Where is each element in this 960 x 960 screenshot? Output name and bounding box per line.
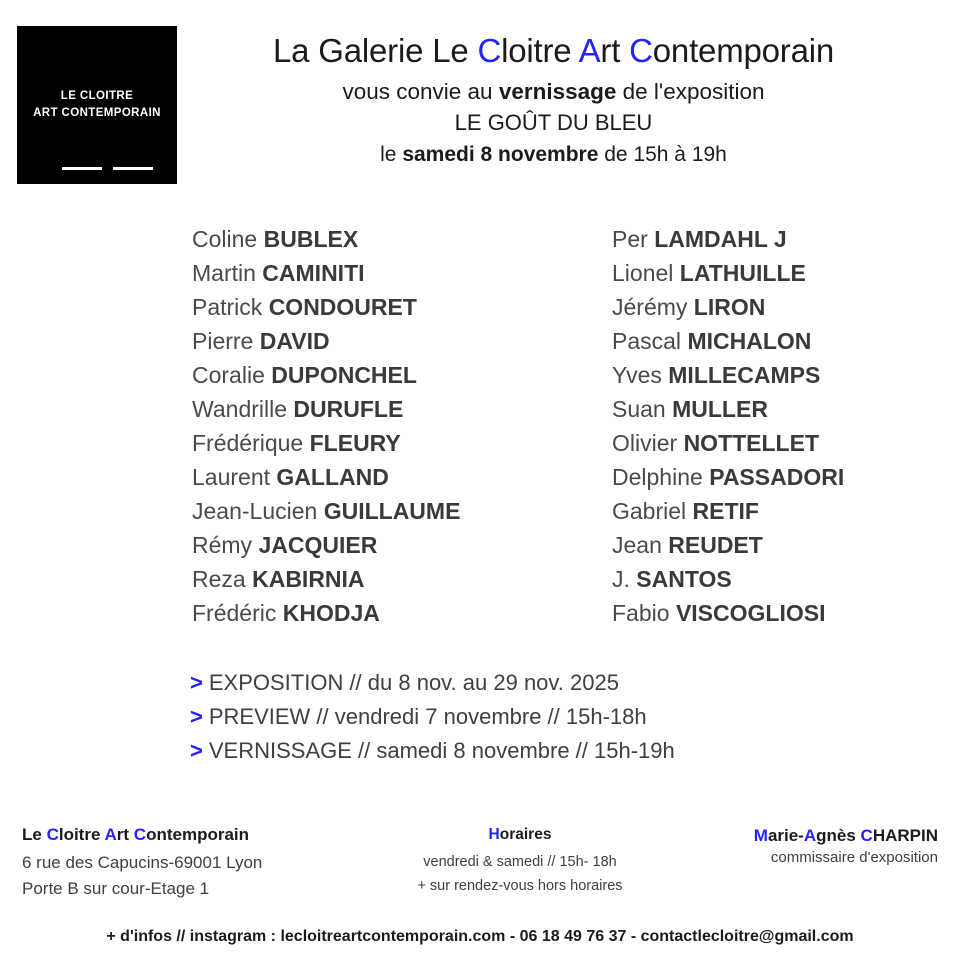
artist-last-name: DAVID — [259, 328, 330, 354]
artist-last-name: KHODJA — [282, 600, 380, 626]
artist-entry — [192, 324, 612, 358]
artist-last-name: VISCOGLIOSI — [675, 600, 826, 626]
program-row-text: VERNISSAGE // samedi 8 novembre // 15h-19h — [208, 738, 675, 763]
footer-gallery-name-mid1: loitre — [58, 825, 105, 844]
artist-first-name: Pascal — [612, 328, 688, 354]
footer-gallery-cap-a: A — [104, 825, 117, 844]
footer-curator-cap-c: C — [860, 826, 873, 845]
title-part-pre: La Galerie Le — [272, 32, 478, 69]
artist-last-name: NOTTELLET — [683, 430, 819, 456]
artist-last-name: LAMDAHL J — [654, 226, 787, 252]
artist-first-name: Patrick — [192, 294, 269, 320]
artist-entry — [612, 460, 952, 494]
artist-first-name: Frédéric — [192, 600, 283, 626]
footer-gallery-name-end: ontemporain — [146, 825, 250, 844]
program-row-exposition — [190, 666, 960, 700]
header-text — [177, 26, 960, 167]
footer-hours-line-1: vendredi & samedi // 15h- 18h — [423, 854, 617, 870]
artist-last-name: RETIF — [692, 498, 759, 524]
bullet-arrow-icon: > — [190, 704, 203, 729]
artist-entry — [192, 290, 612, 324]
artist-first-name: Olivier — [612, 430, 684, 456]
artist-entry — [612, 494, 952, 528]
artist-last-name: PASSADORI — [709, 464, 845, 490]
artist-last-name: KABIRNIA — [252, 566, 365, 592]
artist-last-name: BUBLEX — [263, 226, 359, 252]
artist-last-name: DURUFLE — [293, 396, 404, 422]
header — [0, 0, 960, 184]
artist-last-name: MICHALON — [687, 328, 812, 354]
title-part-mid1: loitre — [501, 32, 579, 69]
artist-entry — [192, 528, 612, 562]
artist-column-right — [612, 222, 952, 630]
event-date-post: de 15h à 19h — [598, 143, 727, 166]
artist-entry — [192, 392, 612, 426]
title-part-mid2: rt — [600, 32, 630, 69]
artist-first-name: Jérémy — [612, 294, 694, 320]
footer-gallery-name-pre: Le — [22, 825, 47, 844]
footer-curator-name — [638, 826, 938, 846]
invitation-pre: vous convie au — [342, 79, 499, 104]
exhibition-title: LE GOÛT DU BLEU — [454, 110, 653, 135]
artist-last-name: GALLAND — [276, 464, 389, 490]
artist-first-name: Coralie — [192, 362, 272, 388]
footer-curator-name-end: HARPIN — [872, 826, 938, 845]
gallery-logo — [17, 26, 177, 184]
title-cap-a: A — [578, 32, 601, 69]
artist-last-name: JACQUIER — [258, 532, 378, 558]
footer-hours-title-rest: oraires — [499, 826, 552, 843]
artist-entry — [192, 596, 612, 630]
artist-first-name: Jean — [612, 532, 669, 558]
program-list — [0, 666, 960, 768]
artist-first-name: Yves — [612, 362, 669, 388]
footer-curator-block — [638, 825, 938, 866]
artist-entry — [612, 426, 952, 460]
footer-gallery-name-mid2: rt — [116, 825, 134, 844]
artist-entry — [612, 222, 952, 256]
program-row-preview — [190, 700, 960, 734]
artist-last-name: SANTOS — [636, 566, 732, 592]
artist-first-name: Fabio — [612, 600, 676, 626]
logo-line-2: ART CONTEMPORAIN — [33, 107, 161, 119]
logo-text — [33, 88, 161, 121]
logo-rule-left-icon — [62, 167, 102, 170]
artist-first-name: Laurent — [192, 464, 277, 490]
artist-last-name: CAMINITI — [262, 260, 365, 286]
footer-hours-block — [402, 825, 638, 898]
artist-first-name: Gabriel — [612, 498, 693, 524]
artist-first-name: Suan — [612, 396, 673, 422]
footer-curator-cap-a: A — [803, 826, 817, 845]
artist-list — [0, 222, 960, 630]
footer-address-line-1: 6 rue des Capucins-69001 Lyon — [22, 853, 263, 872]
artist-last-name: GUILLAUME — [323, 498, 461, 524]
artist-first-name: Wandrille — [192, 396, 294, 422]
artist-entry — [192, 256, 612, 290]
artist-entry — [192, 494, 612, 528]
artist-first-name: Jean-Lucien — [192, 498, 324, 524]
logo-rule-right-icon — [113, 167, 153, 170]
footer-gallery-cap-c2: C — [133, 825, 147, 844]
footer-gallery-name — [22, 825, 402, 845]
title-cap-c1: C — [477, 32, 502, 69]
invitation-bold: vernissage — [498, 79, 617, 104]
artist-last-name: FLEURY — [309, 430, 401, 456]
artist-entry — [612, 528, 952, 562]
artist-first-name: Martin — [192, 260, 263, 286]
logo-line-1: LE CLOITRE — [60, 90, 134, 103]
footer-contact-text: + d'infos // instagram : lecloitreartcontemporain.com - 06 18 49 76 37 - contactlecloitre@gmail.com — [106, 928, 854, 945]
artist-entry — [192, 460, 612, 494]
footer-gallery-cap-c1: C — [46, 825, 59, 844]
footer-contact-bar — [0, 928, 960, 946]
artist-column-left — [192, 222, 612, 630]
artist-entry — [612, 562, 952, 596]
artist-last-name: LATHUILLE — [679, 260, 806, 286]
footer — [0, 825, 960, 902]
event-date-pre: le — [380, 143, 403, 166]
artist-first-name: J. — [612, 566, 637, 592]
artist-entry — [192, 358, 612, 392]
artist-entry — [612, 596, 952, 630]
artist-first-name: Per — [612, 226, 655, 252]
program-row-text: PREVIEW // vendredi 7 novembre // 15h-18h — [208, 704, 647, 729]
artist-entry — [612, 392, 952, 426]
footer-curator-name-mid2: gnès — [816, 826, 861, 845]
artist-last-name: DUPONCHEL — [271, 362, 417, 388]
artist-last-name: MULLER — [672, 396, 768, 422]
artist-first-name: Pierre — [192, 328, 260, 354]
artist-first-name: Reza — [192, 566, 253, 592]
artist-entry — [192, 426, 612, 460]
artist-entry — [612, 256, 952, 290]
artist-first-name: Lionel — [612, 260, 680, 286]
event-date-bold: samedi 8 novembre — [402, 143, 599, 166]
footer-curator-name-mid1: arie- — [767, 826, 804, 845]
program-row-vernissage — [190, 734, 960, 768]
artist-first-name: Frédérique — [192, 430, 310, 456]
bullet-arrow-icon: > — [190, 670, 203, 695]
invitation-line — [177, 79, 930, 105]
artist-last-name: CONDOURET — [268, 294, 417, 320]
title-part-end: ontemporain — [652, 32, 835, 69]
event-date-line — [177, 143, 930, 167]
artist-first-name: Delphine — [612, 464, 710, 490]
artist-entry — [192, 562, 612, 596]
footer-hours-title-cap: H — [488, 826, 500, 843]
artist-last-name: LIRON — [693, 294, 766, 320]
artist-entry — [612, 290, 952, 324]
artist-entry — [612, 358, 952, 392]
artist-first-name: Coline — [192, 226, 264, 252]
footer-gallery-block — [22, 825, 402, 902]
artist-first-name: Rémy — [192, 532, 259, 558]
artist-last-name: REUDET — [668, 532, 763, 558]
footer-address-line-2: Porte B sur cour-Etage 1 — [22, 879, 210, 898]
bullet-arrow-icon: > — [190, 738, 203, 763]
title-cap-c2: C — [629, 32, 653, 69]
footer-curator-cap-m: M — [753, 826, 768, 845]
artist-entry — [612, 324, 952, 358]
artist-last-name: MILLECAMPS — [668, 362, 821, 388]
invitation-post: de l'exposition — [616, 79, 765, 104]
footer-hours-title — [402, 826, 638, 844]
page-title — [177, 32, 930, 70]
footer-curator-role: commissaire d'exposition — [770, 849, 938, 866]
artist-entry — [192, 222, 612, 256]
footer-hours-line-2: + sur rendez-vous hors horaires — [417, 878, 623, 894]
program-row-text: EXPOSITION // du 8 nov. au 29 nov. 2025 — [208, 670, 619, 695]
